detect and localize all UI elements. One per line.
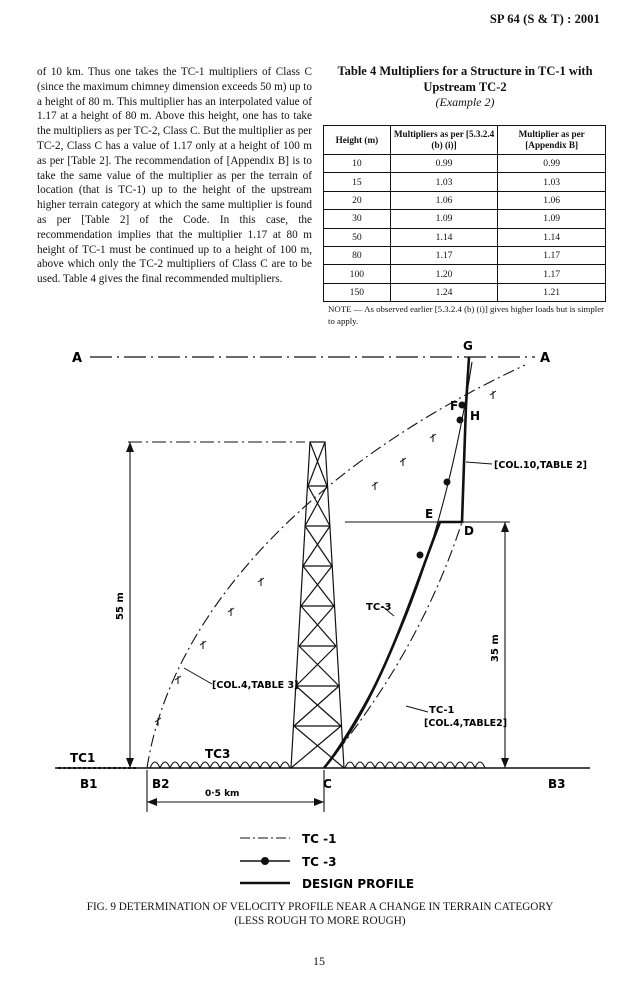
cell-clause: 1.14: [390, 228, 498, 246]
cell-clause: 1.17: [390, 246, 498, 264]
cell-appendix: 1.06: [498, 191, 606, 209]
legend-design-label: DESIGN PROFILE: [302, 877, 415, 891]
cell-clause: 1.20: [390, 265, 498, 283]
legend-tc3-dot: [261, 857, 269, 865]
page-number: 15: [313, 954, 325, 968]
cell-height: 80: [324, 246, 391, 264]
label-05km: 0·5 km: [205, 789, 240, 799]
body-paragraph: of 10 km. Thus one takes the TC-1 multipliers of Class C (since the maximum chimney dimension exceeds 50 m) up to a height of 80 m. This multiplier has an interpolated value of 1.17 at a height of 80 m. Above this height, one has to take the multipliers as per TC-2, Class C. But the multiplier as per TC-2, Class C has a value of 1.17 only at a height of 100 m as per [Table 2]. The recommendation of [Appendix B] is to take the same value of the multiplier as per the terrain of location (that is TC-1) up to the height of the upstream higher terrain category at which the same multiplier is found as per [Table 2] of the Code. In this case, the recommendation implies that the multiplier 1.17 at 80 m height of TC-1 must be continued up to a height of 100 m, above which only the TC-2 multipliers of Class C are to be used. Table 4 gives the final recommended multipliers.: [37, 66, 312, 286]
cell-appendix: 1.17: [498, 265, 606, 283]
arrow-55m-bottom: [126, 758, 134, 768]
label-tc3-ground: TC3: [205, 747, 231, 761]
legend-tc1-label: TC -1: [302, 832, 337, 846]
header-height: Height (m): [324, 126, 391, 155]
label-c: C: [323, 777, 332, 791]
label-b3: B3: [548, 777, 566, 791]
cell-clause: 1.09: [390, 210, 498, 228]
label-col4-table3: [COL.4,TABLE 3]: [212, 680, 299, 691]
figure-caption-line2: (LESS ROUGH TO MORE ROUGH): [234, 915, 406, 927]
label-a-right: A: [540, 351, 551, 366]
cell-clause: 1.03: [390, 173, 498, 191]
label-f: F: [450, 399, 459, 413]
label-b2: B2: [152, 777, 170, 791]
multipliers-table: [323, 125, 606, 302]
cell-height: 20: [324, 191, 391, 209]
table-row: [324, 173, 606, 191]
label-col10-table2: [COL.10,TABLE 2]: [494, 460, 588, 471]
cell-clause: 0.99: [390, 155, 498, 173]
label-col4-table2: [COL.4,TABLE2]: [424, 718, 508, 729]
table-row: [324, 228, 606, 246]
table-row: [324, 246, 606, 264]
table-row: [324, 210, 606, 228]
cell-appendix: 1.14: [498, 228, 606, 246]
velocity-profile-figure: [0, 335, 638, 900]
table-caption-line2: Upstream TC-2: [423, 79, 507, 94]
tower-lattice: [291, 442, 344, 768]
arrow-55m-top: [126, 442, 134, 452]
label-d: D: [464, 524, 474, 538]
table-row: [324, 283, 606, 301]
cell-clause: 1.06: [390, 191, 498, 209]
label-55m: 55 m: [115, 592, 126, 620]
leader-tc1: [406, 706, 428, 712]
table-row: [324, 191, 606, 209]
cell-height: 100: [324, 265, 391, 283]
label-tc1-curve: TC-1: [429, 705, 455, 716]
cell-appendix: 1.21: [498, 283, 606, 301]
cell-appendix: 1.09: [498, 210, 606, 228]
label-g: G: [463, 339, 473, 353]
label-e: E: [425, 507, 434, 521]
cell-height: 150: [324, 283, 391, 301]
table-caption-line3: (Example 2): [435, 95, 495, 109]
cell-height: 10: [324, 155, 391, 173]
label-tc1-ground: TC1: [70, 751, 96, 765]
cell-height: 15: [324, 173, 391, 191]
table-caption-line1: Table 4 Multipliers for a Structure in TC-1 with: [337, 64, 593, 78]
figure-caption: [60, 900, 580, 928]
label-35m: 35 m: [490, 634, 501, 662]
figure-caption-line1: FIG. 9 DETERMINATION OF VELOCITY PROFILE NEAR A CHANGE IN TERRAIN CATEGORY: [86, 901, 554, 913]
table-caption: [320, 64, 610, 111]
arrow-05km-left: [147, 798, 157, 806]
table-header-row: [324, 126, 606, 155]
arrow-35m-top: [501, 522, 509, 532]
header-multiplier-appendix: Multiplier as per [Appendix B]: [498, 126, 606, 155]
legend-tc3-label: TC -3: [302, 855, 337, 869]
leader-col4-table3: [184, 668, 212, 684]
table-row: [324, 265, 606, 283]
label-a-left: A: [72, 351, 83, 366]
point-f-dot: [459, 402, 466, 409]
leader-col10: [466, 462, 492, 464]
arrow-05km-right: [314, 798, 324, 806]
page-header: SP 64 (S & T) : 2001: [489, 12, 600, 26]
cell-clause: 1.24: [390, 283, 498, 301]
cell-appendix: 1.17: [498, 246, 606, 264]
label-tc3-curve: TC-3: [366, 602, 392, 613]
cell-height: 30: [324, 210, 391, 228]
table-row: [324, 155, 606, 173]
header-multipliers-clause: Multipliers as per [5.3.2.4 (b) (i)]: [390, 126, 498, 155]
cell-appendix: 0.99: [498, 155, 606, 173]
label-h: H: [470, 409, 481, 423]
arrow-35m-bottom: [501, 758, 509, 768]
tc3-ground-texture: [150, 762, 485, 768]
cell-appendix: 1.03: [498, 173, 606, 191]
tc1-curve-crosses: [155, 391, 496, 726]
label-b1: B1: [80, 777, 98, 791]
cell-height: 50: [324, 228, 391, 246]
tc1-curve-left: [147, 365, 525, 768]
table-note: NOTE — As observed earlier [5.3.2.4 (b) (i)] gives higher loads but is simpler to apply.: [328, 304, 605, 326]
